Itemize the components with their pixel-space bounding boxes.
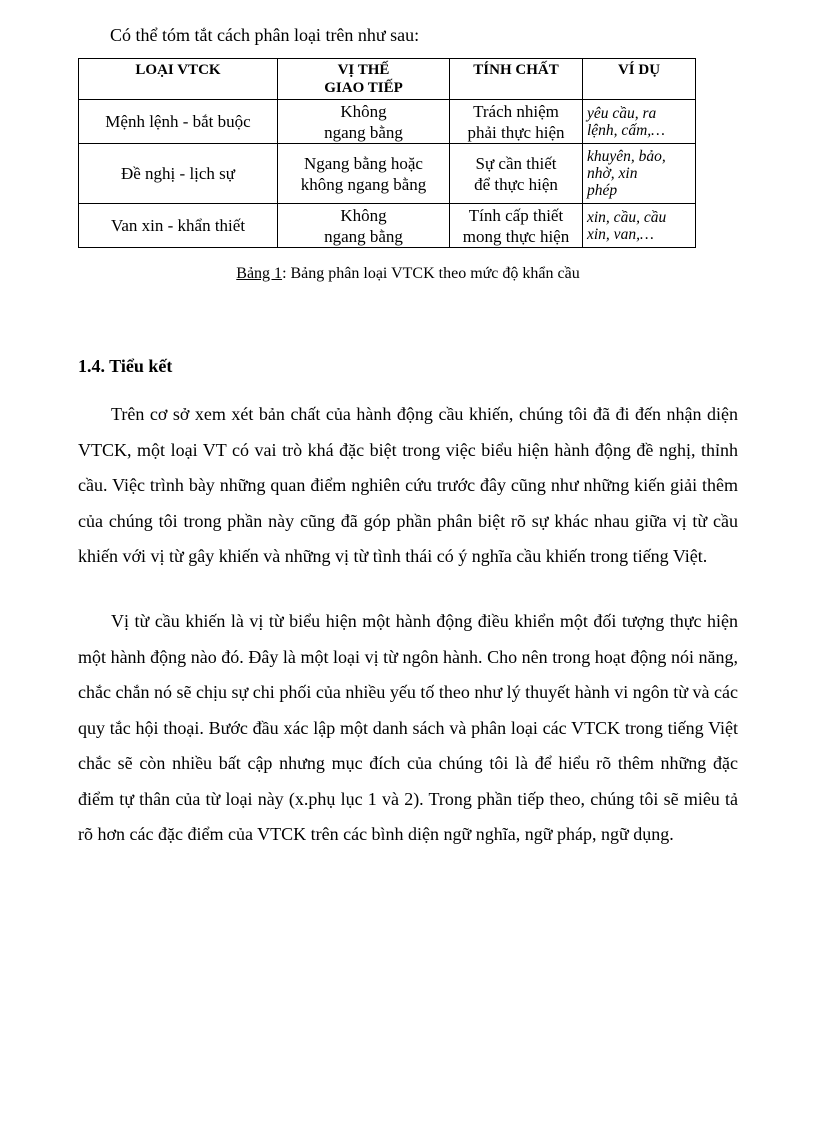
cell-examples	[583, 204, 696, 248]
cell-examples	[583, 144, 696, 204]
table-row	[79, 204, 696, 248]
cell-position	[278, 100, 450, 144]
header-type: LOẠI VTCK	[79, 59, 278, 100]
cell-line: Ngang bằng hoặc	[304, 153, 423, 173]
cell-line: không ngang bằng	[300, 174, 427, 194]
cell-line: lệnh, cấm,…	[587, 121, 665, 139]
cell-nature	[450, 144, 583, 204]
cell-line: Sự cần thiết	[475, 153, 557, 173]
table-caption	[0, 264, 816, 284]
classification-table	[78, 58, 696, 248]
header-nature: TÍNH CHẤT	[450, 59, 583, 100]
cell-line: yêu cầu, ra	[587, 104, 657, 122]
cell-line: mong thực hiện	[462, 226, 570, 246]
paragraph: Trên cơ sở xem xét bản chất của hành động cầu khiến, chúng tôi đã đi đến nhận diện VTCK, một loại VT có vai trò khá đặc biệt trong việc biểu hiện hành động đề nghị, thỉnh cầu. Việc trình bày những quan điểm nghiên cứu trước đây cũng như những kiến giải thêm của chúng tôi trong phần này cũng đã góp phần phân biệt rõ sự khác nhau giữa vị từ cầu khiến với vị từ gây khiến và những vị từ tình thái có ý nghĩa cầu khiến trong tiếng Việt.	[78, 404, 738, 566]
caption-label: Bảng 1	[236, 265, 283, 282]
cell-line: ngang bằng	[324, 226, 403, 246]
cell-examples	[583, 100, 696, 144]
cell-position	[278, 144, 450, 204]
cell-type: Đề nghị - lịch sự	[79, 144, 278, 204]
header-position-line: VỊ THẾ	[337, 62, 390, 78]
caption-text: : Bảng phân loại VTCK theo mức độ khẩn cầu	[282, 265, 580, 282]
cell-line: phép	[587, 182, 618, 199]
cell-line: Không	[340, 205, 387, 225]
cell-line: ngang bằng	[324, 122, 403, 142]
cell-line: Trách nhiệm	[473, 101, 559, 121]
intro-text: Có thể tóm tắt cách phân loại trên như sau:	[110, 25, 420, 45]
cell-line: Không	[340, 101, 387, 121]
table-header-row	[79, 59, 696, 100]
cell-line: để thực hiện	[474, 174, 558, 194]
cell-line: khuyên, bảo,	[587, 148, 666, 165]
cell-nature	[450, 100, 583, 144]
cell-line: phải thực hiện	[467, 122, 565, 142]
table-row	[79, 100, 696, 144]
cell-line: nhờ, xin	[587, 165, 638, 182]
section-heading: 1.4. Tiểu kết	[78, 356, 173, 376]
table-row	[79, 144, 696, 204]
header-examples: VÍ DỤ	[583, 59, 696, 100]
cell-line: Tính cấp thiết	[468, 205, 564, 225]
cell-type: Mệnh lệnh - bắt buộc	[79, 100, 278, 144]
cell-nature	[450, 204, 583, 248]
cell-line: xin, cầu, cầu	[587, 208, 667, 226]
header-position-line: GIAO TIẾP	[324, 80, 403, 96]
paragraph: Vị từ cầu khiến là vị từ biểu hiện một hành động điều khiển một đối tượng thực hiện một hành động nào đó. Đây là một loại vị từ ngôn hành. Cho nên trong hoạt động nói năng, chắc chắn nó sẽ chịu sự chi phối của nhiều yếu tố theo như lý thuyết hành vi ngôn từ và các quy tắc hội thoại. Bước đầu xác lập một danh sách và phân loại các VTCK trong tiếng Việt chắc sẽ còn nhiều bất cập nhưng mục đích của chúng tôi là để hiểu rõ thêm những đặc điểm tự thân của từ loại này (x.phụ lục 1 và 2). Trong phần tiếp theo, chúng tôi sẽ miêu tả rõ hơn các đặc điểm của VTCK trên các bình diện ngữ nghĩa, ngữ pháp, ngữ dụng.	[78, 611, 738, 844]
cell-line: xin, van,…	[587, 225, 654, 243]
header-position	[278, 59, 450, 100]
cell-type: Van xin - khẩn thiết	[79, 204, 278, 248]
cell-position	[278, 204, 450, 248]
